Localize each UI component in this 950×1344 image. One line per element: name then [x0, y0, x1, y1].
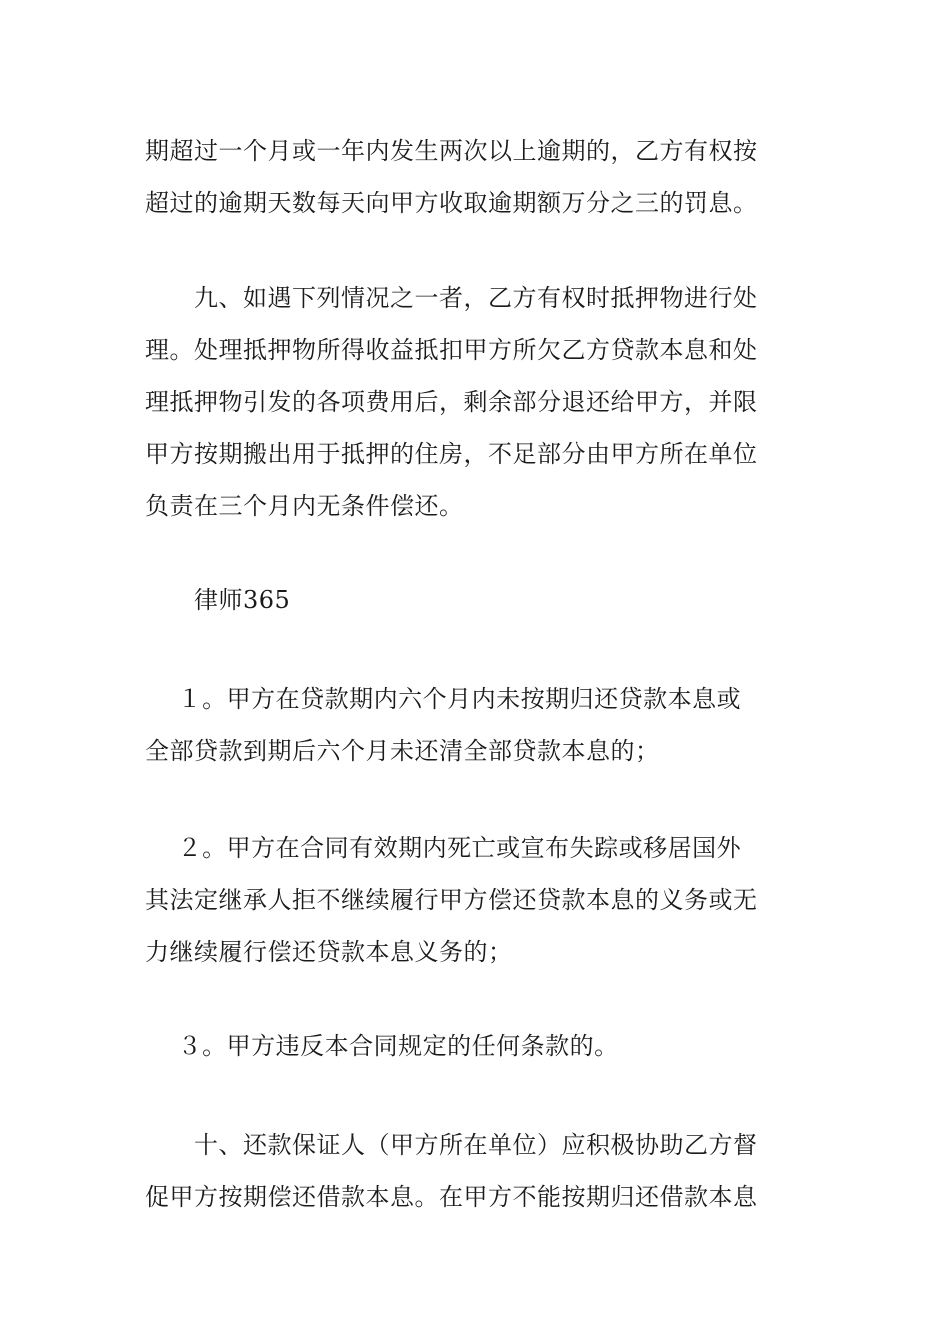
text-line: 十、还款保证人（甲方所在单位）应积极协助乙方督	[145, 1131, 758, 1159]
text-line: 理。处理抵押物所得收益抵扣甲方所欠乙方贷款本息和处	[145, 336, 758, 364]
paragraph-clause-nine	[145, 272, 810, 532]
text-line: 甲方按期搬出用于抵押的住房，不足部分由甲方所在单位	[145, 440, 758, 468]
paragraph-item-2	[145, 822, 810, 978]
text-line: 理抵押物引发的各项费用后，剩余部分退还给甲方，并限	[145, 388, 758, 416]
text-line: １。甲方在贷款期内六个月内未按期归还贷款本息或	[145, 685, 742, 713]
text-line: 期超过一个月或一年内发生两次以上逾期的，乙方有权按	[145, 137, 758, 165]
text-line: 全部贷款到期后六个月未还清全部贷款本息的；	[145, 737, 660, 765]
paragraph-source-label	[145, 574, 810, 626]
text-line: 律师365	[145, 586, 291, 614]
text-line: ３。甲方违反本合同规定的任何条款的。	[145, 1032, 619, 1060]
text-line: 力继续履行偿还贷款本息义务的；	[145, 938, 513, 966]
text-line: 促甲方按期偿还借款本息。在甲方不能按期归还借款本息	[145, 1183, 758, 1211]
paragraph-item-3	[145, 1020, 810, 1072]
text-line: 九、如遇下列情况之一者，乙方有权时抵押物进行处	[145, 284, 758, 312]
text-line: 负责在三个月内无条件偿还。	[145, 492, 464, 520]
text-line: ２。甲方在合同有效期内死亡或宣布失踪或移居国外	[145, 834, 742, 862]
text-line: 超过的逾期天数每天向甲方收取逾期额万分之三的罚息。	[145, 189, 758, 217]
text-line: 其法定继承人拒不继续履行甲方偿还贷款本息的义务或无	[145, 886, 758, 914]
paragraph-overdue-penalty	[145, 125, 810, 229]
paragraph-item-1	[145, 673, 810, 777]
paragraph-clause-ten	[145, 1119, 810, 1223]
